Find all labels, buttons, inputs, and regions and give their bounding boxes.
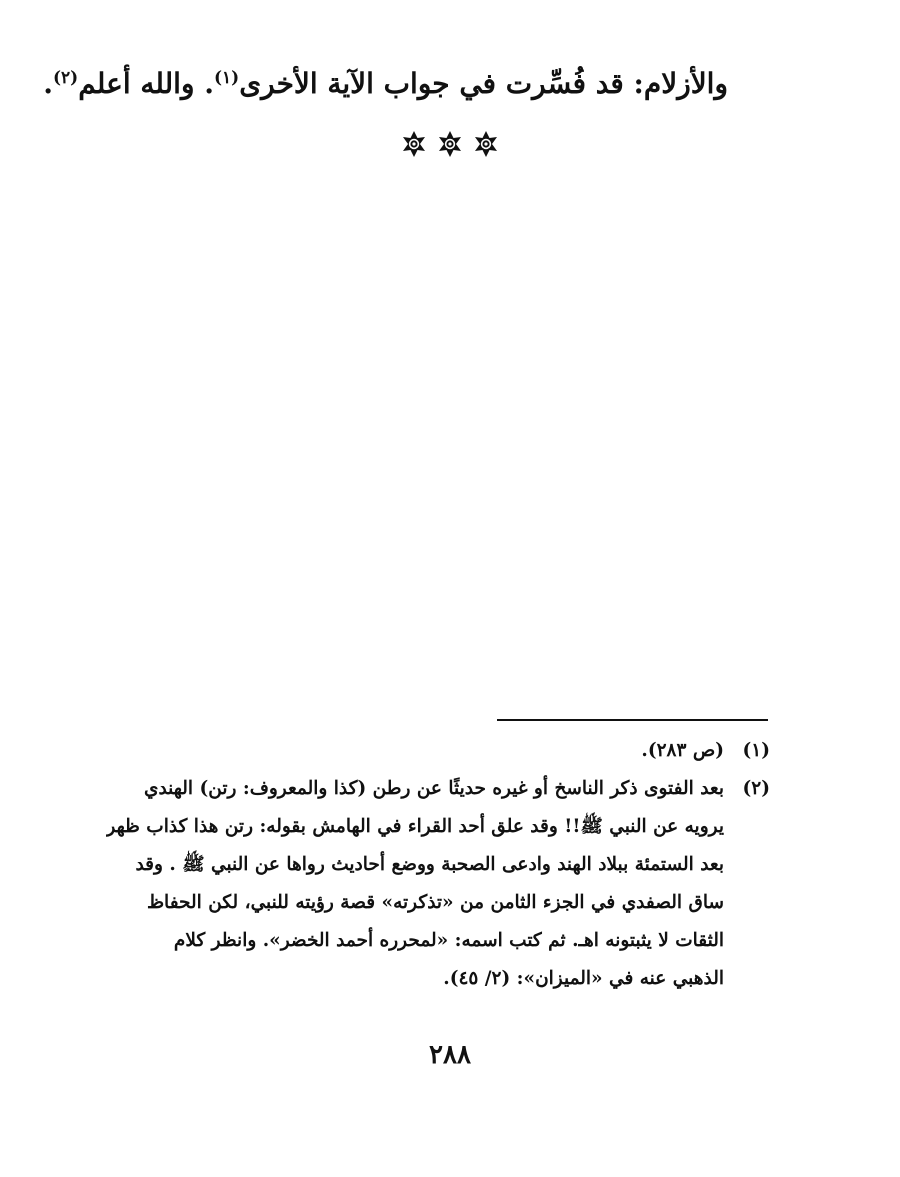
footnote-1 (130, 732, 770, 770)
footnote-2 (106, 770, 770, 998)
footnote-line: بعد الفتوى ذكر الناسخ أو غيره حديثًا عن رطن (كذا والمعروف: رتن) الهندي (143, 778, 724, 799)
main-text-part2: . والله أعلم (78, 67, 214, 100)
footnotes-section (106, 732, 770, 998)
star-flower-ornament-icon (437, 128, 463, 160)
footnote-line: (ص ٢٨٣). (641, 740, 724, 761)
page-number: ٢٨٨ (429, 1040, 471, 1070)
section-divider-ornaments (0, 128, 900, 168)
main-text-line (43, 56, 728, 106)
star-flower-ornament-icon (473, 128, 499, 160)
footnote-body (106, 770, 724, 998)
footnote-line: بعد الستمئة ببلاد الهند وادعى الصحبة ووضع أحاديث رواها عن النبي ﷺ . وقد (135, 854, 724, 875)
footnote-reference-1[interactable]: (١) (213, 68, 240, 88)
footnote-reference-2[interactable]: (٢) (52, 68, 79, 88)
footnote-line: الذهبي عنه في «الميزان»: (٢/ ٤٥). (443, 968, 724, 989)
footnote-number: (٢) (742, 778, 770, 799)
main-text-part3: . (43, 67, 53, 100)
footnote-body (130, 732, 724, 770)
footnote-line: يرويه عن النبي ﷺ!! وقد علق أحد القراء في الهامش بقوله: رتن هذا كذاب ظهر (106, 816, 724, 837)
footnote-line: الثقات لا يثبتونه اهـ. ثم كتب اسمه: «لمحرره أحمد الخضر». وانظر كلام (173, 930, 724, 951)
main-text-part1: والأزلام: قد فُسِّرت في جواب الآية الأخرى (239, 67, 728, 100)
footnote-separator-rule (497, 719, 768, 721)
footnote-line: ساق الصفدي في الجزء الثامن من «تذكرته» قصة رؤيته للنبي، لكن الحفاظ (146, 892, 724, 913)
footnote-number: (١) (742, 740, 770, 761)
star-flower-ornament-icon (401, 128, 427, 160)
